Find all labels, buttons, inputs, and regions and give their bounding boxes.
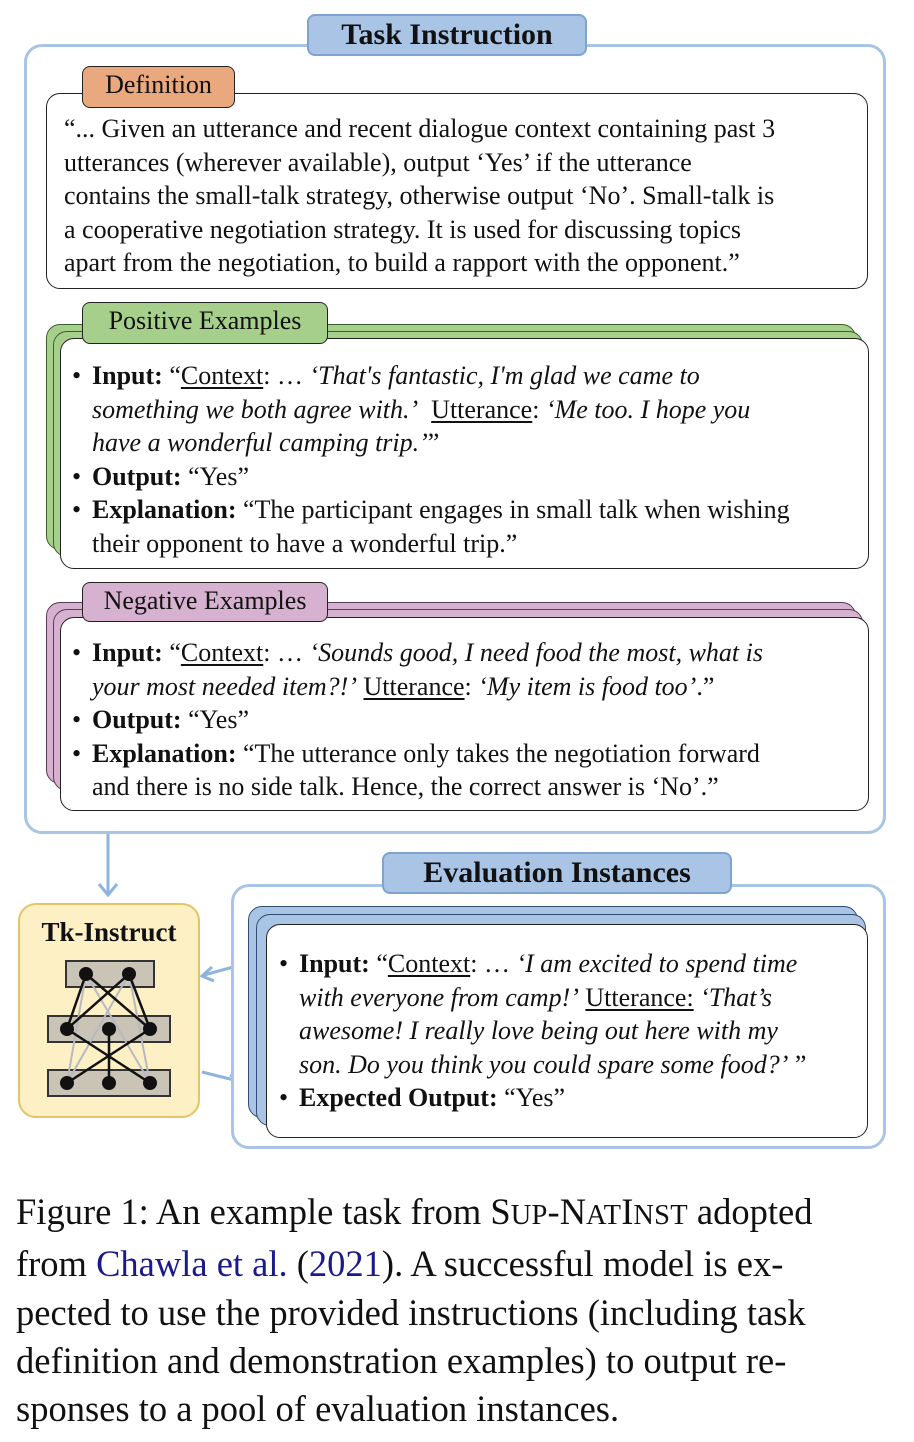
citation-open-paren: ( [287, 1243, 309, 1285]
arrow-instruction-to-model [99, 834, 117, 895]
positive-output-value: “Yes” [188, 461, 249, 491]
negative-explanation-line-2: and there is no side talk. Hence, the correct answer is ‘No’.” [92, 772, 719, 802]
network-icon [44, 956, 176, 1100]
definition-line-4: a cooperative negotiation strategy. It is used for discussing topics [64, 214, 742, 244]
negative-utterance-colon: : [464, 671, 472, 701]
figure-caption [16, 1188, 888, 1433]
evaluation-input-item [273, 947, 863, 1081]
definition-line-3: contains the small-talk strategy, otherwise output ‘No’. Small-talk is [64, 181, 775, 211]
positive-input-open: “ [169, 361, 181, 390]
caption-line-1 [16, 1188, 888, 1240]
evaluation-input-close: ” [794, 1049, 807, 1079]
evaluation-context-text-1: ‘I am excited to spend time [516, 949, 798, 978]
positive-context-colon: : … [263, 361, 310, 390]
negative-utterance-text: ‘My item is food too’ [478, 671, 697, 701]
negative-input-label: Input: [92, 638, 163, 667]
evaluation-input-open: “ [376, 949, 388, 978]
evaluation-content [273, 947, 863, 1115]
definition-label: Definition [82, 66, 235, 108]
definition-line-5: apart from the negotiation, to build a rapport with the opponent.” [64, 248, 740, 278]
positive-utterance-colon: : [532, 394, 540, 424]
negative-explanation-label: Explanation: [92, 738, 237, 768]
caption-text-2: adopted [687, 1191, 813, 1232]
positive-context-label: Context [180, 361, 264, 390]
evaluation-context-label: Context [387, 949, 471, 978]
model-label: Tk-Instruct [41, 917, 177, 947]
caption-text-1: An example task from [148, 1191, 491, 1232]
definition-line-1: “... Given an utterance and recent dialogue context containing past 3 [64, 114, 776, 143]
caption-line-5: sponses to a pool of evaluation instances. [16, 1388, 620, 1430]
evaluation-expected-label: Expected Output: [299, 1083, 498, 1113]
caption-text-4: A successful model is ex- [403, 1243, 784, 1285]
task-instruction-title: Task Instruction [307, 14, 587, 56]
positive-context-text-1: ‘That's fantastic, I'm glad we came to [309, 361, 700, 390]
positive-examples-label: Positive Examples [82, 302, 328, 344]
positive-explanation-line-1: “The participant engages in small talk when wishing [243, 495, 790, 525]
negative-context-text-1: ‘Sounds good, I need food the most, what is [309, 638, 763, 667]
caption-line-2 [16, 1240, 888, 1288]
evaluation-utterance-label: Utterance: [585, 982, 694, 1012]
negative-output-label: Output: [92, 705, 182, 735]
negative-examples-label: Negative Examples [82, 582, 328, 622]
evaluation-utterance-text-3: son. Do you think you could spare some food?’ [299, 1049, 789, 1079]
evaluation-title: Evaluation Instances [382, 852, 732, 894]
citation-year-link[interactable]: 2021 [308, 1243, 382, 1285]
positive-utterance-text-2: have a wonderful camping trip.’ [92, 428, 428, 458]
citation-close-paren: ). [381, 1243, 404, 1285]
positive-utterance-text-1: ‘Me too. I hope you [545, 394, 751, 424]
evaluation-utterance-text-2: awesome! I really love being out here with my [299, 1016, 778, 1046]
positive-context-text-2: something we both agree with.’ [92, 394, 419, 424]
evaluation-utterance-text-1: ‘That’s [700, 982, 772, 1012]
evaluation-expected-value: “Yes” [504, 1083, 566, 1113]
negative-input-close: .” [696, 671, 715, 701]
citation-authors-link[interactable]: Chawla et al. [96, 1243, 288, 1285]
positive-input-close: ” [427, 428, 440, 458]
evaluation-expected-item [273, 1081, 863, 1115]
negative-context-text-2: your most needed item?!’ [92, 671, 357, 701]
definition-line-2: utterances (wherever available), output ‘Yes’ if the utterance [64, 147, 692, 177]
negative-context-colon: : … [263, 638, 310, 667]
negative-utterance-label: Utterance [363, 671, 465, 701]
evaluation-context-colon: : … [470, 949, 517, 978]
positive-utterance-label: Utterance [431, 394, 533, 424]
positive-input-label: Input: [92, 361, 163, 390]
negative-explanation-line-1: “The utterance only takes the negotiation forward [243, 738, 760, 768]
caption-line-4: definition and demonstration examples) to output re- [16, 1339, 787, 1381]
caption-line-3: pected to use the provided instructions (including task [16, 1291, 806, 1333]
evaluation-context-text-2: with everyone from camp!’ [299, 982, 579, 1012]
positive-output-label: Output: [92, 461, 182, 491]
caption-figure-label: Figure 1: [16, 1191, 149, 1232]
caption-text-3: from [16, 1243, 97, 1285]
negative-output-value: “Yes” [188, 705, 249, 735]
negative-input-open: “ [169, 638, 181, 667]
positive-explanation-line-2: their opponent to have a wonderful trip.” [92, 528, 518, 558]
positive-explanation-label: Explanation: [92, 495, 237, 525]
evaluation-input-label: Input: [299, 949, 370, 978]
negative-context-label: Context [180, 638, 264, 667]
dataset-name: SUP-NATINST [490, 1191, 688, 1232]
